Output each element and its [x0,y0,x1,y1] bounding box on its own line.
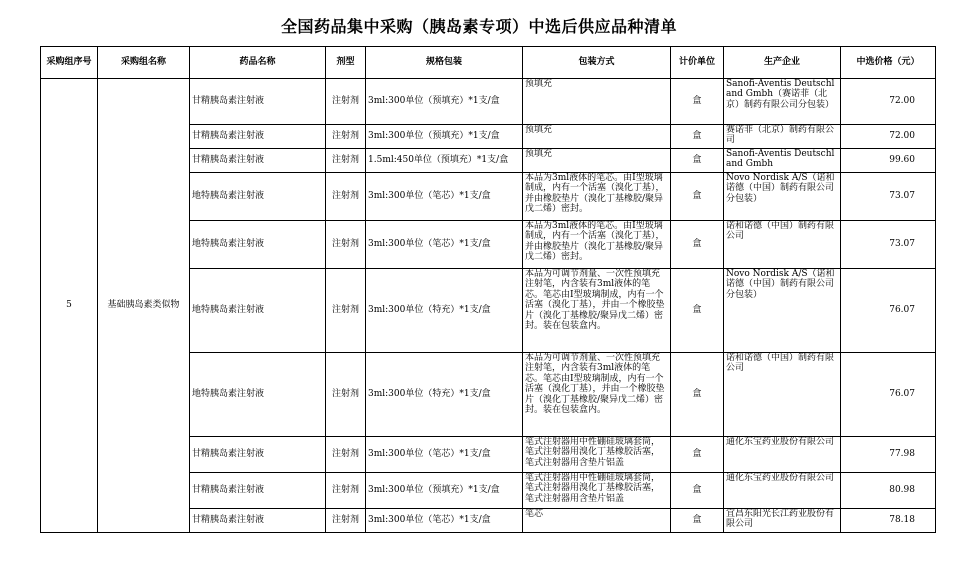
price-cell: 77.98 [841,437,936,473]
packaging-cell: 预填充 [523,125,671,149]
unit-cell: 盒 [671,437,724,473]
packaging-cell: 本品为3ml液体的笔芯。由I型玻璃制成，内有一个活塞（溴化丁基），并由橡胶垫片（溴化丁基橡胶/聚异戊二烯）密封。 [523,221,671,269]
spec-cell: 3ml:300单位（特充）*1支/盒 [366,269,523,353]
manufacturer-cell: Sanofi-Aventis Deutschland Gmbh [724,149,841,173]
price-cell: 72.00 [841,125,936,149]
column-header: 包装方式 [523,47,671,79]
manufacturer-cell: 赛诺菲（北京）制药有限公司 [724,125,841,149]
unit-cell: 盒 [671,221,724,269]
unit-cell: 盒 [671,149,724,173]
dosage-form-cell: 注射剂 [326,509,366,533]
manufacturer-cell: Novo Nordisk A/S（诺和诺德（中国）制药有限公司分包装） [724,173,841,221]
spec-cell: 3ml:300单位（特充）*1支/盒 [366,353,523,437]
packaging-cell: 预填充 [523,149,671,173]
page-title: 全国药品集中采购（胰岛素专项）中选后供应品种清单 [280,17,677,36]
drug-name-cell: 地特胰岛素注射液 [190,269,326,353]
drug-name-cell: 甘精胰岛素注射液 [190,149,326,173]
column-header: 药品名称 [190,47,326,79]
spec-cell: 3ml:300单位（笔芯）*1支/盒 [366,173,523,221]
dosage-form-cell: 注射剂 [326,353,366,437]
column-header: 剂型 [326,47,366,79]
manufacturer-cell: 诺和诺德（中国）制药有限公司 [724,221,841,269]
drug-name-cell: 地特胰岛素注射液 [190,221,326,269]
table-row [41,79,936,125]
packaging-cell: 笔式注射器用中性硼硅玻璃套筒，笔式注射器用溴化丁基橡胶活塞，笔式注射器用含垫片铝盖 [523,437,671,473]
packaging-cell: 本品为可调节剂量、一次性预填充注射笔，内含装有3ml液体的笔芯。笔芯由I型玻璃制成，内有一个活塞（溴化丁基），并由一个橡胶垫片（溴化丁基橡胶/聚异戊二烯）密封。装在包装盒内。 [523,353,671,437]
spec-cell: 3ml:300单位（预填充）*1支/盒 [366,79,523,125]
manufacturer-cell: Novo Nordisk A/S（诺和诺德（中国）制药有限公司分包装） [724,269,841,353]
drug-name-cell: 甘精胰岛素注射液 [190,79,326,125]
spec-cell: 1.5ml:450单位（预填充）*1支/盒 [366,149,523,173]
unit-cell: 盒 [671,269,724,353]
manufacturer-cell: 通化东宝药业股份有限公司 [724,437,841,473]
unit-cell: 盒 [671,509,724,533]
dosage-form-cell: 注射剂 [326,269,366,353]
packaging-cell: 本品为3ml液体的笔芯。由I型玻璃制成，内有一个活塞（溴化丁基），并由橡胶垫片（溴化丁基橡胶/聚异戊二烯）密封。 [523,173,671,221]
dosage-form-cell: 注射剂 [326,149,366,173]
drug-name-cell: 甘精胰岛素注射液 [190,509,326,533]
dosage-form-cell: 注射剂 [326,473,366,509]
unit-cell: 盒 [671,79,724,125]
spec-cell: 3ml:300单位（笔芯）*1支/盒 [366,437,523,473]
price-cell: 76.07 [841,353,936,437]
drug-name-cell: 地特胰岛素注射液 [190,353,326,437]
table-header-row [41,47,936,79]
column-header: 计价单位 [671,47,724,79]
packaging-cell: 笔芯 [523,509,671,533]
dosage-form-cell: 注射剂 [326,79,366,125]
supply-table [40,46,936,533]
manufacturer-cell: 宜昌东阳光长江药业股份有限公司 [724,509,841,533]
dosage-form-cell: 注射剂 [326,173,366,221]
price-cell: 78.18 [841,509,936,533]
manufacturer-cell: Sanofi-Aventis Deutschland Gmbh（赛诺菲（北京）制药有限公司分包装） [724,79,841,125]
spec-cell: 3ml:300单位（笔芯）*1支/盒 [366,221,523,269]
packaging-cell: 预填充 [523,79,671,125]
packaging-cell: 本品为可调节剂量、一次性预填充注射笔，内含装有3ml液体的笔芯。笔芯由I型玻璃制成，内有一个活塞（溴化丁基），并由一个橡胶垫片（溴化丁基橡胶/聚异戊二烯）密封。装在包装盒内。 [523,269,671,353]
unit-cell: 盒 [671,473,724,509]
spec-cell: 3ml:300单位（预填充）*1支/盒 [366,473,523,509]
dosage-form-cell: 注射剂 [326,221,366,269]
drug-name-cell: 甘精胰岛素注射液 [190,125,326,149]
price-cell: 73.07 [841,173,936,221]
price-cell: 76.07 [841,269,936,353]
unit-cell: 盒 [671,125,724,149]
manufacturer-cell: 诺和诺德（中国）制药有限公司 [724,353,841,437]
manufacturer-cell: 通化东宝药业股份有限公司 [724,473,841,509]
drug-name-cell: 甘精胰岛素注射液 [190,473,326,509]
group-name-cell: 基础胰岛素类似物 [98,79,190,533]
dosage-form-cell: 注射剂 [326,437,366,473]
spec-cell: 3ml:300单位（预填充）*1支/盒 [366,125,523,149]
column-header: 规格包装 [366,47,523,79]
price-cell: 73.07 [841,221,936,269]
column-header: 采购组名称 [98,47,190,79]
spec-cell: 3ml:300单位（笔芯）*1支/盒 [366,509,523,533]
drug-name-cell: 甘精胰岛素注射液 [190,437,326,473]
column-header: 生产企业 [724,47,841,79]
drug-name-cell: 地特胰岛素注射液 [190,173,326,221]
price-cell: 99.60 [841,149,936,173]
dosage-form-cell: 注射剂 [326,125,366,149]
unit-cell: 盒 [671,173,724,221]
column-header: 中选价格（元） [841,47,936,79]
column-header: 采购组序号 [41,47,98,79]
group-seq-cell: 5 [41,79,98,533]
packaging-cell: 笔式注射器用中性硼硅玻璃套筒，笔式注射器用溴化丁基橡胶活塞，笔式注射器用含垫片铝盖 [523,473,671,509]
unit-cell: 盒 [671,353,724,437]
price-cell: 72.00 [841,79,936,125]
price-cell: 80.98 [841,473,936,509]
